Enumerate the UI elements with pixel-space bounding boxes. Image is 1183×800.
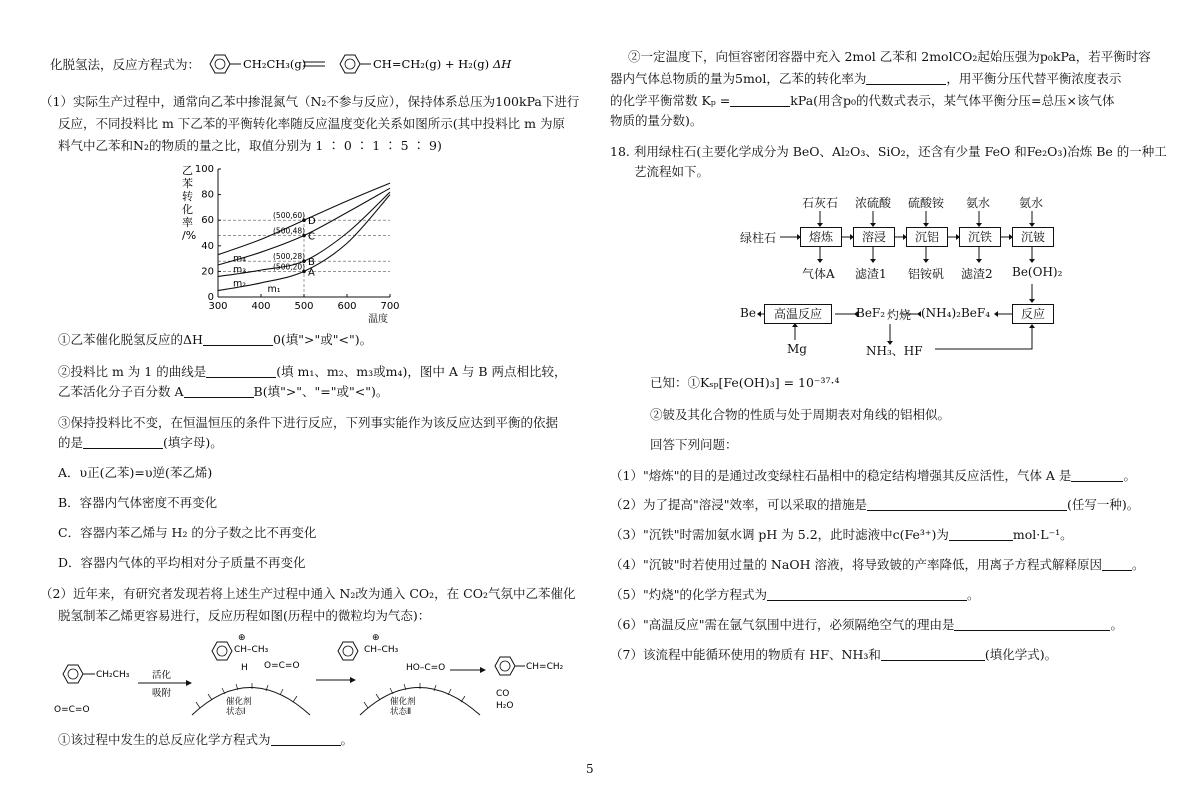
- a2-line: [610, 495, 1139, 515]
- benzene-ring-icon: [495, 657, 515, 675]
- nh4bef4: (NH₄)₂BeF₄: [921, 306, 991, 320]
- catalyst-surface-2: [360, 688, 480, 716]
- mech-state1-a: 催化剂: [226, 697, 252, 707]
- benzene-ring-icon: [63, 665, 83, 683]
- sub4-tail: 。: [340, 732, 354, 747]
- q2-line2: 脱氢制苯乙烯更容易进行，反应历程如图(历程中的微粒均为气态)：: [58, 608, 431, 623]
- y-tick-label: 20: [201, 266, 214, 278]
- intro-label: 化脱氢法，反应方程式为：: [50, 57, 201, 72]
- output-beoh2: Be(OH)₂: [1012, 265, 1063, 279]
- product-be: Be: [740, 306, 756, 320]
- a5-line: [610, 585, 979, 605]
- sub4-line: [58, 730, 353, 750]
- a3-text: （3）"沉铁"时需加氨水调 pH 为 5.2，此时滤液中c(Fe³⁺)为: [610, 527, 949, 542]
- a4-tail: 。: [1131, 557, 1145, 572]
- a1-blank[interactable]: [1071, 467, 1123, 482]
- y-label-5: 率: [182, 216, 193, 229]
- y-tick-label: 100: [194, 164, 214, 175]
- sub3-blank[interactable]: [83, 434, 163, 449]
- y-tick-label: 80: [201, 189, 214, 201]
- q18-line2: 艺流程如下。: [634, 164, 710, 179]
- equation-graphic: [203, 50, 533, 80]
- sub2-blank2[interactable]: [184, 383, 254, 398]
- option-a: A．υ正(乙苯)=υ逆(苯乙烯): [58, 465, 213, 480]
- step-al-precip: 沉铝: [906, 227, 948, 247]
- q18-line1: 18. 利用绿柱石(主要化学成分为 BeO、Al₂O₃、SiO₂，还含有少量 FeO 和Fe₂O₃)冶炼 Be 的一种工: [610, 144, 1167, 159]
- step-fe-precip: 沉铁: [959, 227, 1001, 247]
- mech-oco-2: O=C=O: [264, 661, 300, 671]
- benzene-ring-icon: [338, 642, 358, 660]
- a4-blank[interactable]: [1102, 556, 1132, 571]
- point-label-B: B: [308, 257, 315, 269]
- a1-line: [610, 466, 1136, 486]
- reagent-ammonium-sulfate: 硫酸铵: [908, 196, 945, 210]
- mech-co2-1: O=C=O: [54, 705, 90, 715]
- mech-h: H: [241, 663, 248, 673]
- sub4-text: ①该过程中发生的总反应化学方程式为: [58, 732, 271, 747]
- page-number: 5: [586, 762, 594, 776]
- x-tick-label: 700: [380, 301, 400, 312]
- q1-line2: 反应，不同投料比 m 下乙苯的平衡转化率随反应温度变化关系如图所示(其中投料比 m 为原: [58, 116, 565, 131]
- x-tick-label: 400: [251, 301, 271, 312]
- process-flowchart: [740, 192, 1070, 362]
- x-tick-label: 300: [208, 301, 228, 312]
- r1-text-d: 的化学平衡常数 Kₚ =: [610, 93, 731, 108]
- mech-activate: 活化: [152, 670, 172, 681]
- a2-blank[interactable]: [867, 496, 1067, 511]
- mech-plus-1: ⊕: [238, 633, 246, 643]
- sub2-text: ②投料比 m 为 1 的曲线是: [58, 364, 207, 379]
- y-tick-label: 0: [207, 292, 214, 303]
- step-leach: 溶浸: [853, 227, 895, 247]
- byproduct-nh3-hf: NH₃、HF: [866, 344, 923, 358]
- mechanism-diagram: [40, 630, 580, 720]
- benzene-ring-icon: [212, 642, 232, 660]
- r1-blank2[interactable]: [730, 92, 790, 107]
- r1-line1: ②一定温度下，向恒容密闭容器中充入 2mol 乙苯和 2molCO₂起始压强为p₀kPa，若平衡时容: [628, 49, 1151, 64]
- mech-ethyl: CH₂CH₃: [96, 670, 130, 680]
- r1-line4: 物质的量分数)。: [610, 113, 703, 128]
- mech-hoco: HO–C=O: [406, 663, 446, 673]
- output-gas-a: 气体A: [802, 267, 835, 281]
- mech-chch3-2: CH–CH₃: [364, 645, 399, 655]
- q1-line1: （1）实际生产过程中，通常向乙苯中掺混氮气（N₂不参与反应），保持体系总压为100kPa下进行: [40, 94, 580, 109]
- output-residue-1: 滤渣1: [855, 267, 887, 281]
- y-label-6: /%: [182, 229, 197, 242]
- y-label-4: 化: [182, 203, 193, 216]
- point-label-D: D: [308, 216, 316, 228]
- y-label-2: 苯: [182, 177, 193, 190]
- r1-text-c: ，用平衡分压代替平衡浓度表示: [946, 71, 1122, 86]
- conversion-chart: [180, 162, 410, 327]
- output-alum: 铝铵矾: [908, 267, 945, 281]
- sub2-text-d: B(填">"、"="或"<")。: [253, 384, 389, 399]
- start-beryl: 绿柱石: [740, 231, 777, 245]
- benzene-ring-icon: [340, 55, 360, 73]
- mech-state1-b: 状态Ⅰ: [226, 707, 246, 717]
- option-c: C．容器内苯乙烯与 H₂ 的分子数之比不再变化: [58, 525, 317, 540]
- a6-line: [610, 615, 1123, 635]
- step-smelt: 熔炼: [800, 227, 842, 247]
- sub2-line2: [58, 382, 388, 402]
- a6-blank[interactable]: [954, 616, 1110, 631]
- r1-text-e: kPa(用含p₀的代数式表示，某气体平衡分压=总压×该气体: [790, 93, 1115, 108]
- r1-line3: [610, 91, 1114, 111]
- option-d: D．容器内气体的平均相对分子质量不再变化: [58, 555, 306, 570]
- sub1-text: ①乙苯催化脱氢反应的ΔH: [58, 332, 203, 347]
- sub3-line2: [58, 433, 223, 453]
- a4-text: （4）"沉铍"时若使用过量的 NaOH 溶液，将导致铍的产率降低，用离子方程式解释原因: [610, 557, 1102, 572]
- step-be-precip: 沉铍: [1012, 227, 1054, 247]
- sub1-blank[interactable]: [203, 331, 273, 346]
- benzene-ring-icon: [210, 55, 230, 73]
- mech-chch3-1: CH–CH₃: [234, 645, 269, 655]
- point-coord-C: (500,48): [273, 226, 306, 236]
- r1-text-b: 器内气体总物质的量为5mol，乙苯的转化率为: [610, 71, 867, 86]
- sub3-text-c: (填字母)。: [163, 435, 223, 450]
- y-label-3: 转: [182, 190, 193, 203]
- y-tick-label: 40: [201, 240, 214, 252]
- step-burn: 灼烧: [887, 308, 912, 322]
- sub4-blank[interactable]: [271, 731, 341, 746]
- intro-line: [50, 55, 200, 75]
- equation-product: CH=CH₂(g) + H₂(g): [373, 57, 490, 71]
- q1-line3: 料气中乙苯和N₂的物质的量之比，取值分别为 1 ∶ 0 ∶ 1 ∶ 5 ∶ 9): [58, 138, 442, 153]
- a5-tail: 。: [966, 587, 980, 602]
- point-label-A: A: [308, 267, 315, 279]
- sub2-line: [58, 362, 567, 382]
- reagent-ammonia-1: 氨水: [966, 196, 991, 210]
- a5-blank[interactable]: [767, 586, 967, 601]
- equation-reactant: CH₂CH₃(g): [243, 57, 307, 71]
- a1-tail: 。: [1123, 468, 1136, 483]
- series-label: m₁: [267, 283, 281, 295]
- r1-line2: [610, 69, 1121, 89]
- a7-blank[interactable]: [881, 646, 985, 661]
- known-2: ②铍及其化合物的性质与处于周期表对角线的铝相似。: [650, 407, 951, 422]
- a7-tail: (填化学式)。: [984, 647, 1058, 662]
- output-residue-2: 滤渣2: [961, 267, 993, 281]
- a2-text: （2）为了提高"溶浸"效率，可以采取的措施是: [610, 497, 867, 512]
- a6-tail: 。: [1110, 617, 1123, 632]
- series-label: m₃: [233, 264, 247, 276]
- step-react: 反应: [1012, 304, 1054, 324]
- mech-state2-b: 状态Ⅱ: [390, 707, 412, 717]
- mech-styrene: CH=CH₂: [526, 662, 564, 672]
- a3-tail: mol·L⁻¹。: [1012, 527, 1073, 542]
- sub2-text-c: 乙苯活化分子百分数 A: [58, 384, 184, 399]
- step-high-temp: 高温反应: [764, 304, 832, 324]
- series-label: m₂: [233, 278, 247, 290]
- a3-line: [610, 525, 1073, 545]
- reagent-limestone: 石灰石: [802, 196, 839, 210]
- a7-text: （7）该流程中能循环使用的物质有 HF、NH₃和: [610, 647, 881, 662]
- mech-state2-a: 催化剂: [390, 697, 416, 707]
- x-tick-label: 600: [337, 301, 357, 312]
- a5-text: （5）"灼烧"的化学方程式为: [610, 587, 767, 602]
- reagent-mg: Mg: [787, 342, 807, 356]
- mech-h2o: H₂O: [496, 701, 514, 711]
- a3-blank[interactable]: [949, 526, 1013, 541]
- point-coord-A: (500,20): [273, 262, 306, 272]
- known-1: 已知：①Kₛₚ[Fe(OH)₃] = 10⁻³⁷·⁴: [650, 375, 840, 390]
- sub3-text-b: 的是: [58, 435, 84, 450]
- y-label-1: 乙: [182, 164, 193, 177]
- bef2: BeF₂: [856, 306, 886, 320]
- sub1-line: [58, 330, 372, 350]
- point-label-C: C: [308, 231, 315, 243]
- y-tick-label: 60: [201, 215, 214, 227]
- sub2-text-b: (填 m₁、m₂、m₃或m₄)，图中 A 与 B 两点相比较，: [276, 364, 567, 379]
- a4-line: [610, 555, 1144, 575]
- x-tick-label: 500: [294, 301, 314, 312]
- a1-text: （1）"熔炼"的目的是通过改变绿柱石晶相中的稳定结构增强其反应活性，气体 A 是: [610, 468, 1072, 483]
- reagent-ammonia-2: 氨水: [1019, 196, 1044, 210]
- point-coord-B: (500,28): [273, 252, 306, 262]
- mech-co: CO: [496, 689, 510, 699]
- q2-line1: （2）近年来，有研究者发现若将上述生产过程中通入 N₂改为通入 CO₂，在 CO₂气氛中乙苯催化: [40, 586, 576, 601]
- x-axis-label: 温度: [368, 314, 388, 325]
- reagent-sulfuric: 浓硫酸: [855, 196, 892, 210]
- series-label: m₄: [233, 253, 247, 265]
- a7-line: [610, 645, 1057, 665]
- r1-blank1[interactable]: [866, 70, 946, 85]
- point-coord-D: (500,60): [273, 211, 306, 221]
- sub1-tail: 0(填">"或"<")。: [272, 332, 373, 347]
- mech-plus-2: ⊕: [372, 633, 380, 643]
- sub3-line: ③保持投料比不变，在恒温恒压的条件下进行反应，下列事实能作为该反应达到平衡的依据: [58, 415, 559, 430]
- mech-adsorb: 吸附: [152, 688, 172, 699]
- equation-dh: ΔH: [493, 57, 512, 71]
- a6-text: （6）"高温反应"需在氩气氛围中进行，必须隔绝空气的理由是: [610, 617, 955, 632]
- sub2-blank[interactable]: [206, 363, 276, 378]
- option-b: B．容器内气体密度不再变化: [58, 495, 218, 510]
- a2-tail: (任写一种)。: [1066, 497, 1140, 512]
- answer-prompt: 回答下列问题：: [650, 437, 738, 452]
